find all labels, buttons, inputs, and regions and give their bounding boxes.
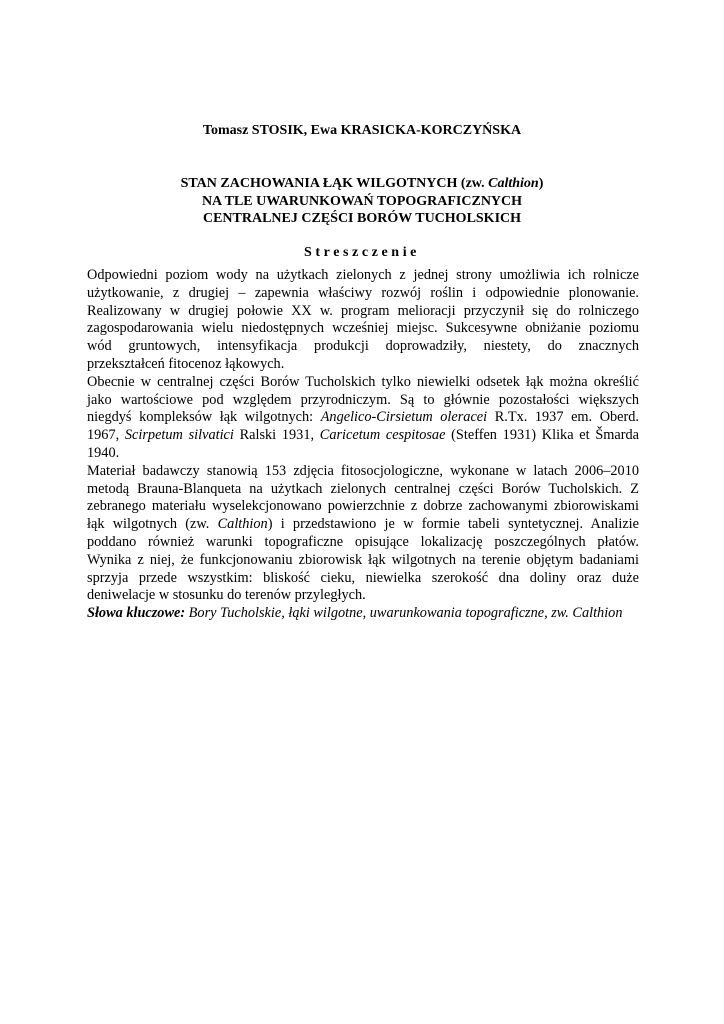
abstract-line [87,409,639,427]
abstract-line: poddano również warunki topograficzne opisujące lokalizację poszczególnych płatów. [87,533,639,550]
title-line-3: CENTRALNEJ CZĘŚCI BORÓW TUCHOLSKICH [202,211,522,226]
title-line-2: NA TLE UWARUNKOWAŃ TOPOGRAFICZNYCH [201,193,523,209]
keywords-text: Bory Tucholskie, łąki wilgotne, uwarunkowania topograficzne, zw. Calthion [185,605,623,621]
abstract-line: Wynika z niej, że funkcjonowaniu zbiorowisk łąk wilgotnych na terenie objętym badaniami [87,551,639,568]
title-line-1-text: STAN ZACHOWANIA ŁĄK WILGOTNYCH (zw. [180,176,489,191]
section-heading: Streszczenie [303,245,421,260]
keywords-label: Słowa kluczowe: [87,605,186,621]
abstract-text: Ralski 1931, [233,427,320,444]
abstract-line: przekształceń fitocenoz łąkowych. [87,355,285,372]
abstract-text: niegdyś kompleksów łąk wilgotnych: [87,409,321,426]
abstract-line: Realizowany w drugiej połowie XX w. program melioracji przyczynił się do rolniczego [87,302,639,319]
abstract-line: zebranego materiału wyselekcjonowano powierzchnie z dobrze zachowanymi zbiorowiskami [87,498,639,515]
abstract-italic: Calthion [217,516,268,533]
abstract-text: ) i przedstawiono je w formie tabeli syntetycznej. Analizie [267,516,639,533]
abstract-line: Odpowiedni poziom wody na użytkach zielonych z jednej strony umożliwia ich rolnicze [87,267,639,283]
abstract-line: metodą Brauna-Blanqueta na użytkach zielonych centralnej części Borów Tucholskich. Z [87,480,639,497]
abstract-line: Obecnie w centralnej części Borów Tucholskich tylko niewielki odsetek łąk można określić [87,373,639,390]
keywords [87,604,647,622]
abstract-line: Materiał badawczy stanowią 153 zdjęcia fitosocjologiczne, wykonane w latach 2006–2010 [87,462,639,479]
abstract-line: jako wartościowe pod względem przyrodniczym. Są to głównie pozostałości większych [87,391,639,408]
abstract-line: wód gruntowych, intensyfikacja produkcji doprowadziły, niestety, do znacznych [87,338,639,355]
abstract-italic: Angelico-Cirsietum oleracei [320,409,488,426]
abstract-text: R.Tx. 1937 em. Oberd. [487,409,640,426]
abstract-italic: Scirpetum silvatici [124,427,234,444]
abstract-italic: Caricetum cespitosae [319,427,446,444]
authors: Tomasz STOSIK, Ewa KRASICKA-KORCZYŃSKA [202,123,522,138]
abstract-line: deniwelacje w stosunku do terenów przyległych. [87,587,366,604]
abstract-text: 1967, [87,427,125,444]
title-line-1 [0,175,724,193]
abstract-line: sprzyja przede wszystkim: bliskość cieku, niewielka szerokość dna doliny oraz duże [87,569,639,586]
abstract-text: łąk wilgotnych (zw. [87,516,218,533]
abstract [87,267,639,605]
abstract-text: (Steffen 1931) Klika et Šmarda [445,427,639,444]
paper-title [0,175,724,228]
abstract-line: zagospodarowania wielu niedostępnych wcześniej miejsc. Sukcesywne obniżanie poziomu [87,320,639,337]
abstract-line [87,427,639,445]
title-line-1-end: ) [538,176,544,191]
title-line-1-italic: Calthion [488,176,539,191]
abstract-line: 1940. [87,444,120,461]
abstract-line: użytkowanie, z drugiej – zapewnia właściwy rozwój roślin i odpowiednie plonowanie. [87,284,639,301]
abstract-line [87,516,639,534]
